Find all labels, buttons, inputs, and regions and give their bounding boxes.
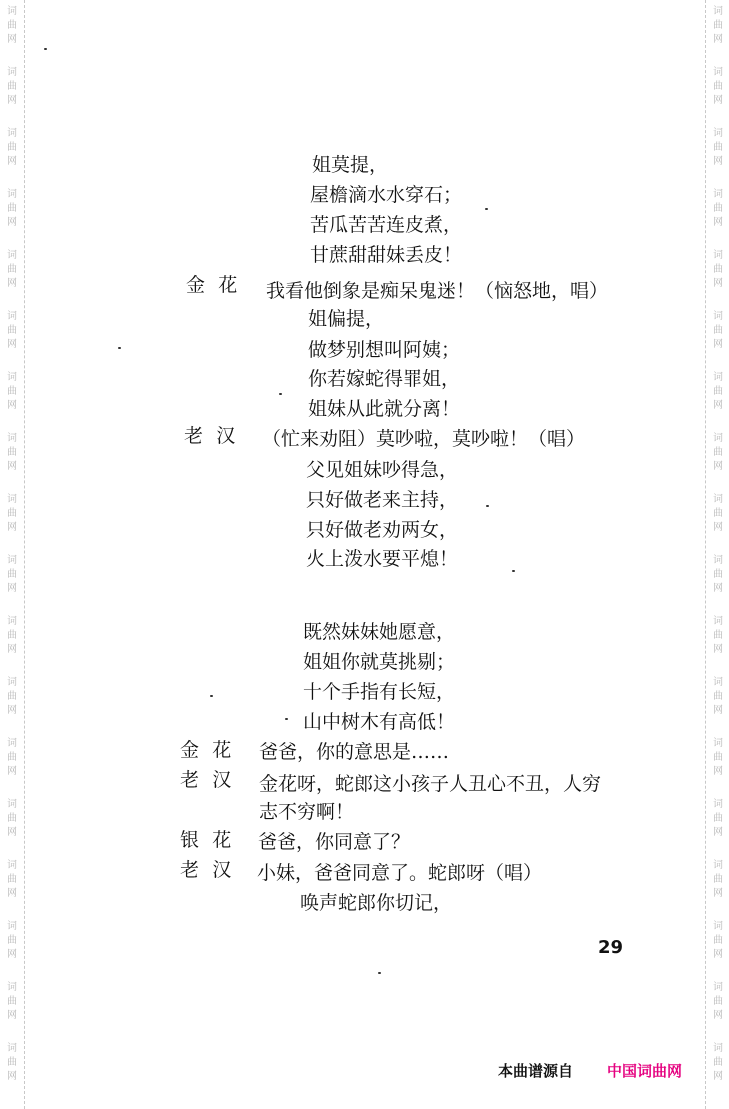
watermark-char: 词: [7, 1043, 17, 1054]
watermark-char: 词: [7, 189, 17, 200]
watermark-char: 网: [713, 1071, 723, 1082]
speech-line: 爸爸，你同意了？: [258, 831, 411, 853]
verse-line: 做梦别想叫阿姨；: [308, 339, 461, 361]
speech-line: 我看他倒象是痴呆鬼迷！（恼怒地，唱）: [266, 280, 609, 302]
watermark-char: 网: [713, 339, 723, 350]
watermark-char: 词: [7, 921, 17, 932]
watermark-char: 网: [7, 278, 17, 289]
watermark-char: 词: [7, 311, 17, 322]
footer-source-label: 本曲谱源自: [498, 1062, 574, 1080]
watermark-char: 词: [713, 921, 723, 932]
watermark-char: 曲: [7, 81, 17, 92]
watermark-char: 网: [7, 827, 17, 838]
watermark-char: 词: [713, 616, 723, 627]
watermark-char: 曲: [713, 20, 723, 31]
watermark-char: 网: [7, 1010, 17, 1021]
watermark-char: 词: [7, 250, 17, 261]
watermark-char: 曲: [713, 752, 723, 763]
watermark-char: 词: [713, 250, 723, 261]
speech-line: 金花呀，蛇郎这小孩子人丑心不丑，人穷: [259, 773, 602, 795]
watermark-char: 网: [713, 156, 723, 167]
watermark-char: 网: [713, 644, 723, 655]
watermark-char: 词: [713, 677, 723, 688]
watermark-char: 词: [713, 189, 723, 200]
speaker-name: 金花: [180, 739, 245, 761]
speech-line: 小妹，爸爸同意了。蛇郎呀（唱）: [257, 862, 543, 884]
watermark-char: 曲: [7, 691, 17, 702]
watermark-char: 网: [7, 583, 17, 594]
watermark-char: 曲: [713, 935, 723, 946]
watermark-char: 网: [7, 705, 17, 716]
verse-line: 姐姐你就莫挑剔；: [303, 651, 456, 673]
watermark-char: 曲: [713, 203, 723, 214]
scan-speck: [485, 208, 488, 210]
watermark-char: 网: [713, 278, 723, 289]
verse-line: 只好做老来主持，: [306, 489, 459, 511]
watermark-char: 曲: [713, 996, 723, 1007]
watermark-char: 曲: [713, 569, 723, 580]
watermark-char: 网: [7, 888, 17, 899]
speaker-name: 银花: [180, 829, 245, 851]
watermark-char: 网: [7, 949, 17, 960]
verse-line: 姐莫提，: [312, 154, 389, 176]
watermark-char: 网: [7, 400, 17, 411]
verse-line: 屋檐滴水水穿石；: [310, 184, 463, 206]
page-number: 29: [598, 937, 624, 958]
watermark-char: 词: [713, 738, 723, 749]
watermark-char: 词: [713, 311, 723, 322]
watermark-char: 曲: [7, 874, 17, 885]
watermark-char: 曲: [713, 264, 723, 275]
watermark-char: 曲: [713, 630, 723, 641]
speaker-name: 金花: [186, 274, 251, 296]
watermark-char: 网: [713, 400, 723, 411]
watermark-char: 词: [7, 860, 17, 871]
watermark-char: 曲: [7, 142, 17, 153]
watermark-char: 网: [713, 888, 723, 899]
watermark-char: 曲: [7, 630, 17, 641]
watermark-char: 曲: [7, 20, 17, 31]
watermark-char: 词: [7, 67, 17, 78]
speaker-name: 老汉: [180, 769, 245, 791]
verse-line: 苦瓜苦苦连皮煮，: [310, 214, 463, 236]
watermark-char: 网: [713, 949, 723, 960]
watermark-char: 网: [7, 644, 17, 655]
watermark-char: 词: [7, 738, 17, 749]
watermark-char: 词: [713, 860, 723, 871]
watermark-char: 网: [713, 766, 723, 777]
watermark-char: 曲: [7, 935, 17, 946]
watermark-char: 词: [713, 372, 723, 383]
watermark-char: 词: [713, 555, 723, 566]
scan-speck: [44, 48, 47, 50]
watermark-char: 词: [7, 555, 17, 566]
watermark-char: 词: [7, 799, 17, 810]
watermark-char: 曲: [7, 569, 17, 580]
watermark-char: 网: [713, 583, 723, 594]
watermark-char: 曲: [713, 447, 723, 458]
watermark-char: 网: [7, 156, 17, 167]
scan-speck: [378, 972, 381, 974]
watermark-char: 网: [713, 34, 723, 45]
watermark-char: 网: [7, 95, 17, 106]
watermark-char: 词: [713, 6, 723, 17]
watermark-char: 网: [7, 339, 17, 350]
scan-speck: [512, 570, 515, 572]
watermark-char: 曲: [7, 508, 17, 519]
watermark-char: 网: [713, 217, 723, 228]
watermark-char: 曲: [7, 752, 17, 763]
verse-line: 唤声蛇郎你切记，: [300, 892, 453, 914]
watermark-char: 曲: [7, 386, 17, 397]
scan-speck: [486, 505, 489, 507]
watermark-char: 词: [713, 494, 723, 505]
verse-line: 你若嫁蛇得罪姐，: [308, 368, 461, 390]
verse-line: 甘蔗甜甜妹丢皮！: [310, 244, 463, 266]
left-watermark-strip: [0, 0, 25, 1109]
verse-line: 只好做老劝两女，: [306, 519, 459, 541]
scan-speck: [118, 347, 121, 349]
watermark-char: 词: [7, 616, 17, 627]
speaker-name: 老汉: [180, 859, 245, 881]
watermark-char: 网: [713, 1010, 723, 1021]
watermark-char: 网: [713, 522, 723, 533]
speech-continuation: 志不穷啊！: [259, 801, 355, 823]
watermark-char: 词: [713, 982, 723, 993]
watermark-char: 曲: [713, 81, 723, 92]
watermark-char: 网: [713, 827, 723, 838]
speech-line: （忙来劝阻）莫吵啦，莫吵啦！（唱）: [262, 428, 586, 450]
watermark-char: 曲: [7, 264, 17, 275]
scan-speck: [210, 695, 213, 697]
watermark-char: 曲: [7, 813, 17, 824]
watermark-char: 词: [7, 433, 17, 444]
watermark-char: 词: [7, 494, 17, 505]
verse-line: 火上泼水要平熄！: [306, 548, 459, 570]
watermark-char: 网: [7, 217, 17, 228]
watermark-char: 网: [7, 34, 17, 45]
watermark-char: 网: [713, 705, 723, 716]
watermark-char: 词: [7, 677, 17, 688]
watermark-char: 网: [713, 95, 723, 106]
watermark-char: 曲: [713, 691, 723, 702]
verse-line: 既然妹妹她愿意，: [303, 621, 456, 643]
watermark-char: 词: [713, 128, 723, 139]
watermark-char: 曲: [713, 874, 723, 885]
watermark-char: 词: [713, 67, 723, 78]
speaker-name: 老汉: [184, 425, 249, 447]
watermark-char: 网: [7, 1071, 17, 1082]
watermark-char: 词: [713, 433, 723, 444]
verse-line: 父见姐妹吵得急，: [306, 459, 459, 481]
watermark-char: 词: [7, 982, 17, 993]
speech-line: 爸爸，你的意思是……: [259, 741, 450, 763]
watermark-char: 曲: [7, 325, 17, 336]
watermark-char: 网: [7, 766, 17, 777]
watermark-char: 曲: [713, 142, 723, 153]
watermark-char: 曲: [713, 813, 723, 824]
scan-speck: [285, 718, 288, 720]
watermark-char: 网: [7, 461, 17, 472]
footer-site-link[interactable]: 中国词曲网: [607, 1062, 683, 1080]
watermark-char: 曲: [713, 1057, 723, 1068]
watermark-char: 曲: [713, 508, 723, 519]
verse-line: 山中树木有高低！: [303, 711, 456, 733]
watermark-char: 网: [7, 522, 17, 533]
verse-line: 姐偏提，: [308, 308, 385, 330]
verse-line: 十个手指有长短，: [303, 681, 456, 703]
watermark-char: 曲: [713, 325, 723, 336]
watermark-char: 曲: [713, 386, 723, 397]
verse-line: 姐妹从此就分离！: [308, 398, 461, 420]
watermark-char: 曲: [7, 447, 17, 458]
watermark-char: 网: [713, 461, 723, 472]
watermark-char: 曲: [7, 203, 17, 214]
watermark-char: 词: [7, 372, 17, 383]
watermark-char: 词: [713, 799, 723, 810]
watermark-char: 曲: [7, 996, 17, 1007]
watermark-char: 词: [7, 6, 17, 17]
watermark-char: 曲: [7, 1057, 17, 1068]
right-watermark-strip: [705, 0, 729, 1109]
scan-speck: [279, 393, 282, 395]
watermark-char: 词: [713, 1043, 723, 1054]
watermark-char: 词: [7, 128, 17, 139]
